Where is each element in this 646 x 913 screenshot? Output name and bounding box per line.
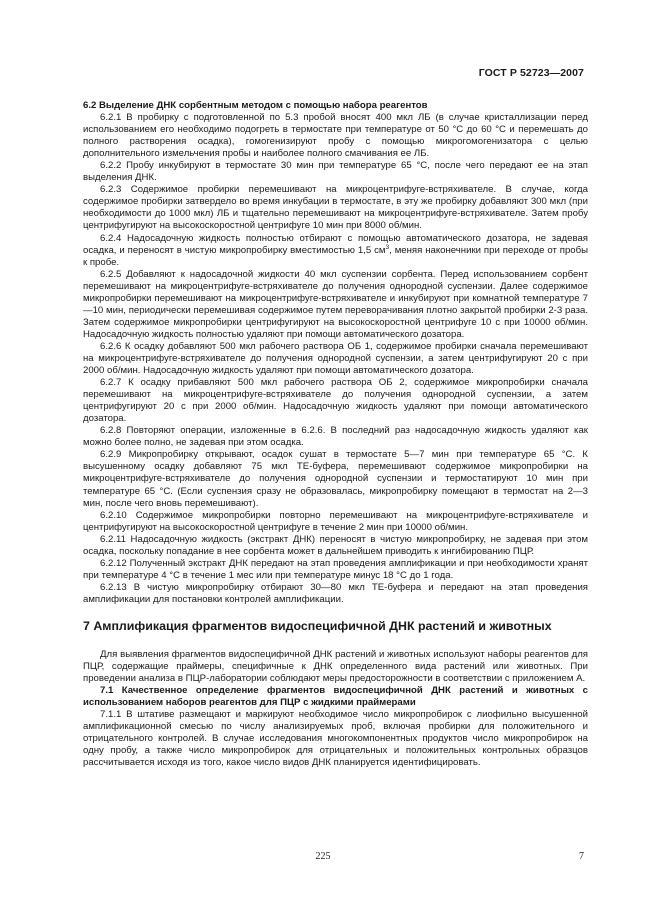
paragraph-6-2-4-text: 6.2.4 Надосадочную жидкость полностью отбирают с помощью автоматического дозатора, не задевая осадка, и переносят в чистую микропробирку вместимостью 1,5 см (83, 232, 588, 256)
page-number-right: 7 (579, 851, 584, 862)
section-7-intro: Для выявления фрагментов видоспецифичной ДНК растений и животных используют наборы реагентов для ПЦР, содержащие праймеры, специфичные к ДНК определенного вида растений или животных. При проведении анализа в ПЦР-лаборатории соблюдают меры предосторожности в соответствии с приложением А. (83, 648, 588, 685)
section-7-1-heading: 7.1 Качественное определение фрагментов видоспецифичной ДНК растений и животных с использованием наборов реагентов для ПЦР с жидкими праймерами (83, 685, 588, 709)
paragraph-6-2-11: 6.2.11 Надосадочную жидкость (экстракт ДНК) переносят в чистую микропробирку, не задевая при этом осадка, поскольку попадание в нее сорбента может в дальнейшем приводить к ингибированию ПЦР. (83, 533, 588, 557)
paragraph-6-2-1: 6.2.1 В пробирку с подготовленной по 5.3 пробой вносят 400 мкл ЛБ (в случае кристаллизации перед использованием его необходимо подогреть в термостате при температуре от 50 °С до 60 °С и перемешать до полного растворения осадка), гомогенизируют пробу с помощью микрогомогенизатора с целью дополнительного измельчения пробы и наиболее полного смачивания ее ЛБ. (83, 112, 588, 160)
paragraph-6-2-2: 6.2.2 Пробу инкубируют в термостате 30 мин при температуре 65 °С, после чего передают ее на этап выделения ДНК. (83, 160, 588, 184)
paragraph-6-2-6: 6.2.6 К осадку добавляют 500 мкл рабочего раствора ОБ 1, содержимое пробирки сначала перемешивают на микроцентрифуге-встряхивателе до получения однородной суспензии, а затем центрифугируют 20 с при 2000 об/мин. Надосадочную жидкость удаляют при помощи автоматического дозатора. (83, 340, 588, 377)
paragraph-6-2-4-text-end: , меняя наконечники при переходе от пробы к пробе. (83, 244, 589, 268)
paragraph-6-2-4-superscript: 3 (385, 243, 390, 251)
paragraph-6-2-7: 6.2.7 К осадку прибавляют 500 мкл рабочего раствора ОБ 2, содержимое микропробирки сначала перемешивают на микроцентрифуге-встряхивателе до получения однородной суспензии, а затем центрифугируют 20 с при 2000 об/мин. Надосадочную жидкость удаляют при помощи автоматического дозатора. (83, 377, 588, 425)
document-code-header: ГОСТ Р 52723—2007 (478, 67, 584, 79)
paragraph-6-2-4 (83, 233, 588, 269)
paragraph-6-2-10: 6.2.10 Содержимое микропробирки повторно перемешивают на микроцентрифуге-встряхивателе и центрифугируют на высокоскоростной центрифуге в течение 2 мин при 10000 об/мин. (83, 509, 588, 533)
page-number-center: 225 (315, 851, 331, 862)
paragraph-6-2-9: 6.2.9 Микропробирку открывают, осадок сушат в термостате 5—7 мин при температуре 65 °С. К высушенному осадку добавляют 75 мкл ТЕ-буфера, перемешивают содержимое микропробирки на микроцентрифуге-встряхивателе до получения однородной суспензии и термостатируют 10 мин при температуре 65 °С. (Если суспензия сразу не образовалась, микропробирку помещают в термостат на 2—3 мин, после чего вновь перемешивают). (83, 449, 588, 509)
section-6-2-heading: 6.2 Выделение ДНК сорбентным методом с помощью набора реагентов (83, 100, 428, 111)
page-body (83, 100, 588, 769)
paragraph-6-2-8: 6.2.8 Повторяют операции, изложенные в 6.2.6. В последний раз надосадочную жидкость удаляют как можно более полно, не задевая при этом осадка. (83, 425, 588, 449)
paragraph-6-2-3: 6.2.3 Содержимое пробирки перемешивают на микроцентрифуге-встряхивателе. В случае, когда содержимое пробирки затвердело во время инкубации в термостате, в эту же пробирку добавляют 300 мкл (при необходимости до 1000 мкл) ЛБ и тщательно перемешивают на микроцентрифуге-встряхивателе. Затем пробу центрифугируют на высокоскоростной центрифуге 10 мин при 8000 об/мин. (83, 184, 588, 232)
paragraph-6-2-13: 6.2.13 В чистую микропробирку отбирают 30—80 мкл ТЕ-буфера и передают на этап проведения амплификации для постановки контролей амплификации. (83, 581, 588, 605)
paragraph-6-2-12: 6.2.12 Полученный экстракт ДНК передают на этап проведения амплификации и при необходимости хранят при температуре 4 °С в течение 1 мес или при температуре минус 18 °С до 1 года. (83, 557, 588, 581)
paragraph-7-1-1: 7.1.1 В штативе размещают и маркируют необходимое число микропробирок с лиофильно высушенной амплификационной смесью по числу анализируемых проб, включая пробирки для положительного и отрицательного контролей. В случае исследования многокомпонентных продуктов число микропробирок на одну пробу, а также число микропробирок для отрицательных и положительных контрольных образцов рассчитывается исходя из того, какое число видов ДНК планируется идентифицировать. (83, 709, 588, 769)
section-7-heading: 7 Амплификация фрагментов видоспецифичной ДНК растений и животных (83, 618, 552, 633)
paragraph-6-2-5: 6.2.5 Добавляют к надосадочной жидкости 40 мкл суспензии сорбента. Перед использованием сорбент перемешивают на микроцентрифуге-встряхивателе до получения однородной суспензии. Далее содержимое микропробирки перемешивают на микроцентрифуге-встряхивателе и инкубируют при комнатной температуре 7—10 мин, периодически перемешивая содержимое путем переворачивания плотно закрытой пробирки 2-3 раза. Затем содержимое микропробирки центрифугируют на высокоскоростной центрифуге 10 с при 10000 об/мин. Надосадочную жидкость полностью удаляют при помощи автоматического дозатора. (83, 268, 588, 340)
